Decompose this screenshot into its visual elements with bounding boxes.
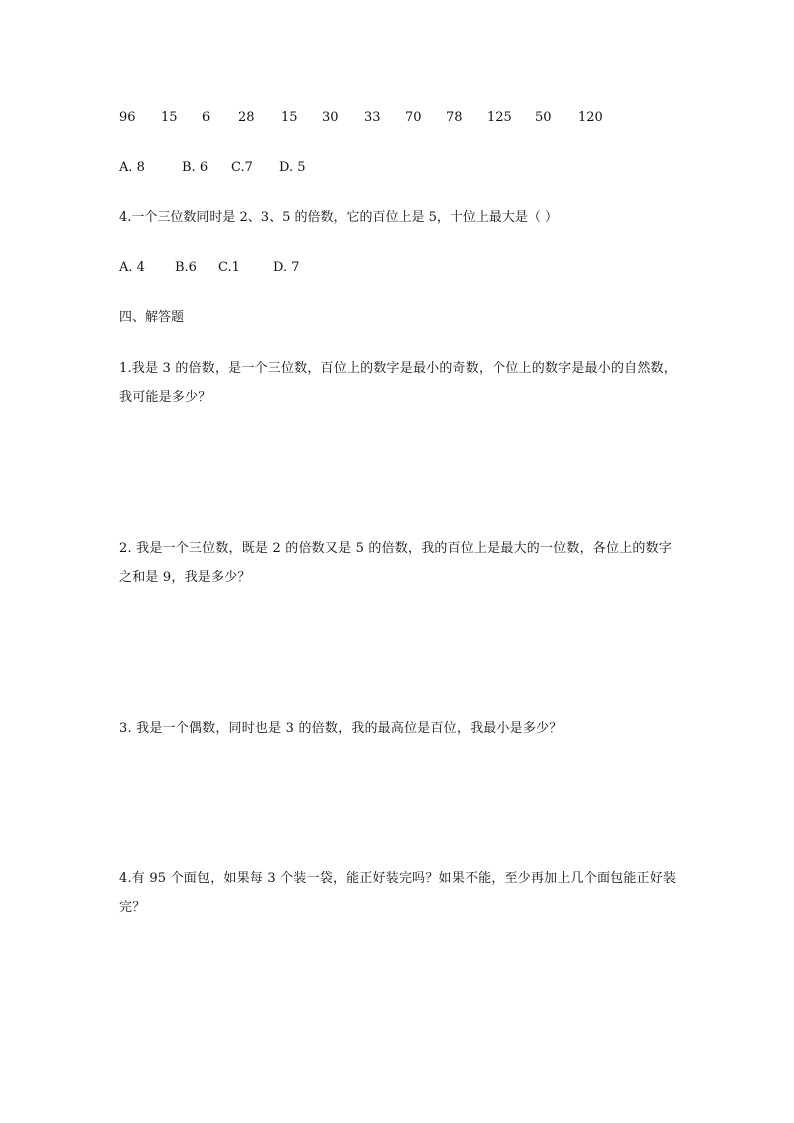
- option-d: D. 5: [279, 160, 306, 175]
- problem-2: 2. 我是一个三位数，既是 2 的倍数又是 5 的倍数，我的百位上是最大的一位数，各位上的数字之和是 9，我是多少？: [119, 541, 673, 585]
- problem-3: 3. 我是一个偶数，同时也是 3 的倍数，我的最高位是百位，我最小是多少？: [119, 721, 563, 736]
- q4-question: 4.一个三位数同时是 2、3、5 的倍数，它的百位上是 5，十位上最大是（ ）: [119, 210, 559, 225]
- q3-options: [119, 158, 679, 178]
- option-c: C.7: [231, 160, 253, 175]
- number-item: 33: [364, 110, 381, 125]
- number-item: 28: [238, 110, 255, 125]
- number-item: 78: [446, 110, 463, 125]
- number-item: 6: [202, 110, 211, 125]
- option-b: B. 6: [182, 160, 209, 175]
- number-item: 30: [322, 110, 339, 125]
- option-a: A. 4: [119, 260, 145, 275]
- section-title: 四、解答题: [119, 310, 185, 325]
- number-item: 125: [487, 110, 512, 125]
- number-item: 70: [405, 110, 422, 125]
- option-a: A. 8: [119, 160, 145, 175]
- number-item: 120: [578, 110, 603, 125]
- number-item: 50: [535, 110, 552, 125]
- number-list: [119, 108, 679, 128]
- number-item: 96: [119, 110, 136, 125]
- q4-options: [119, 258, 679, 278]
- number-item: 15: [161, 110, 178, 125]
- option-c: C.1: [218, 260, 240, 275]
- option-b: B.6: [175, 260, 197, 275]
- number-item: 15: [281, 110, 298, 125]
- problem-1: 1.我是 3 的倍数，是一个三位数，百位上的数字是最小的奇数，个位上的数字是最小的自然数，我可能是多少？: [119, 361, 677, 405]
- option-d: D. 7: [273, 260, 300, 275]
- problem-4: 4.有 95 个面包，如果每 3 个装一袋，能正好装完吗？如果不能，至少再加上几个面包能正好装完？: [119, 871, 677, 915]
